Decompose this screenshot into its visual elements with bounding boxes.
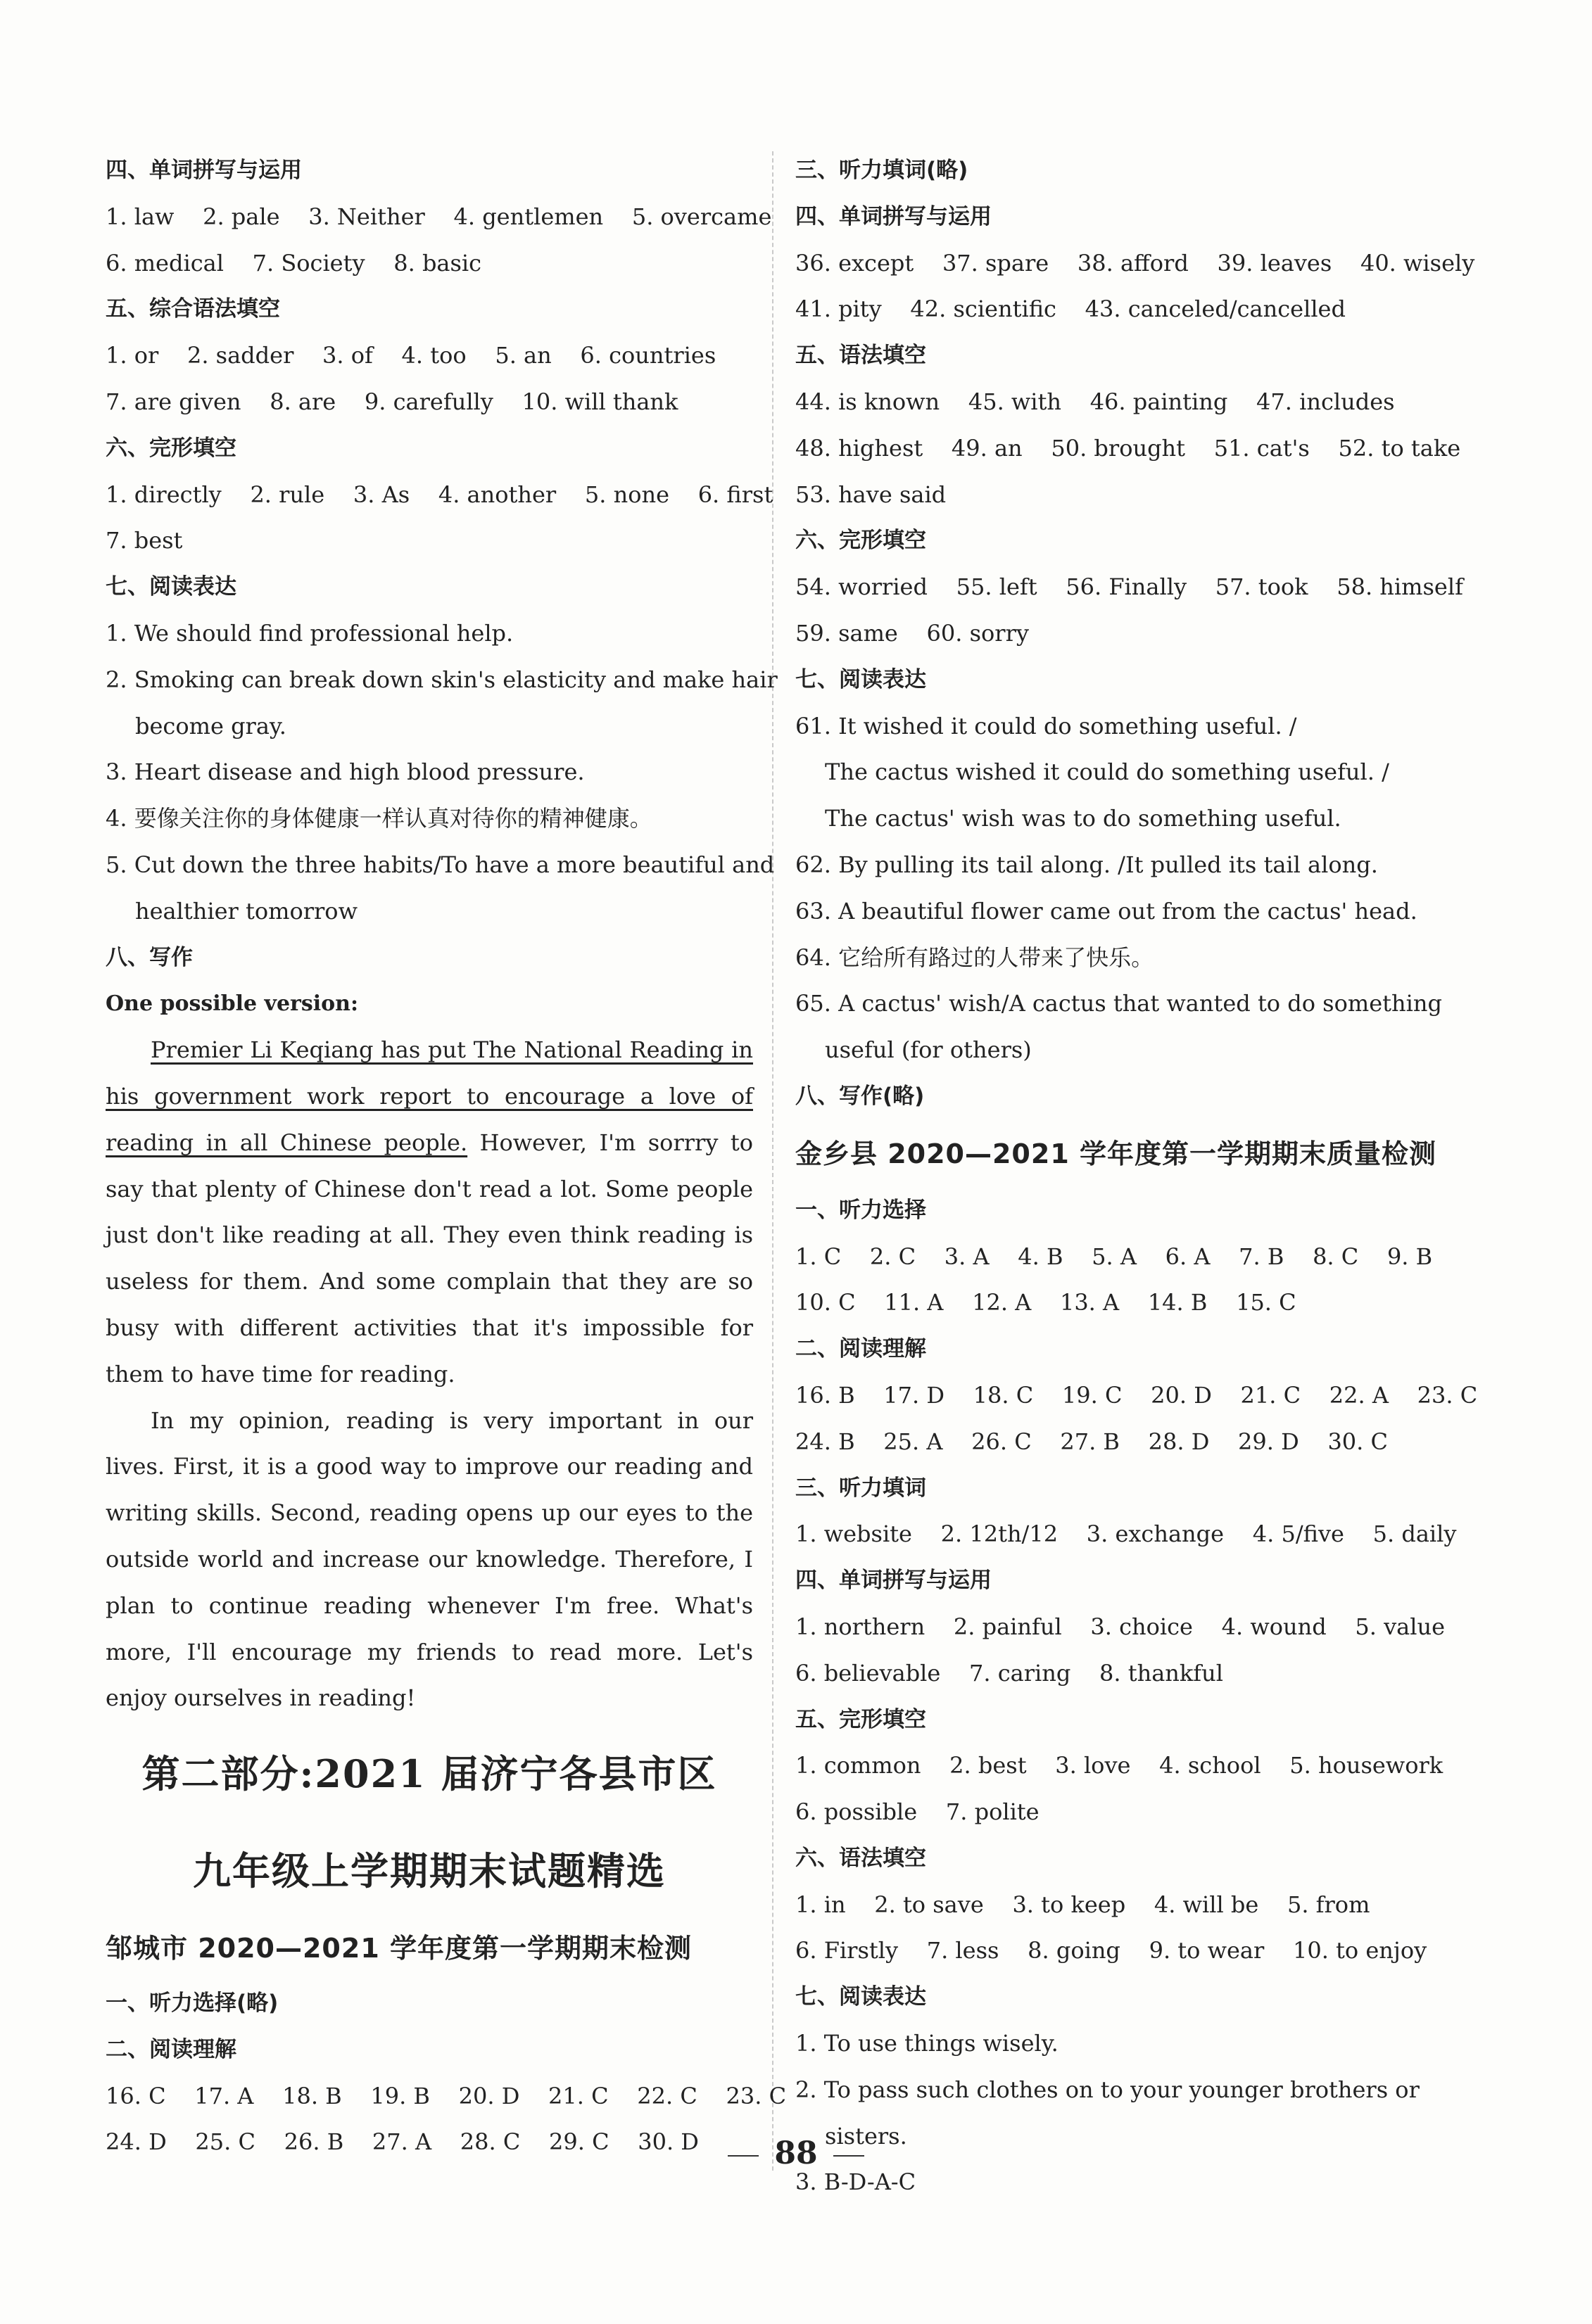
section-heading: 六、完形填空 xyxy=(795,528,926,554)
answer-line: 16. C 17. A 18. B 19. B 20. D 21. C 22. C 23. C xyxy=(106,2082,787,2109)
answer-line: 2. Smoking can break down skin's elasticity and make hair xyxy=(106,666,778,693)
footer-dash-left xyxy=(728,2155,759,2157)
answer-line: 54. worried 55. left 56. Finally 57. took 58. himself xyxy=(795,573,1463,601)
column-divider xyxy=(772,151,773,2171)
answer-line: 5. Cut down the three habits/To have a more beautiful and xyxy=(106,851,775,878)
section-heading: 二、阅读理解 xyxy=(106,2036,236,2062)
answer-line: 44. is known 45. with 46. painting 47. includes xyxy=(795,388,1395,415)
section-heading: 三、听力填词(略) xyxy=(795,158,968,183)
answer-line: 1. directly 2. rule 3. As 4. another 5. none 6. first xyxy=(106,481,773,508)
answer-line-continued: healthier tomorrow xyxy=(135,897,358,925)
answer-line: 63. A beautiful flower came out from the cactus' head. xyxy=(795,897,1417,925)
answer-line: 1. website 2. 12th/12 3. exchange 4. 5/five 5. daily xyxy=(795,1520,1457,1548)
answers-section-right-bottom xyxy=(795,1188,1482,2206)
section-heading: 五、综合语法填空 xyxy=(106,296,280,322)
answer-line: 1. To use things wisely. xyxy=(795,2030,1059,2057)
answer-line: 7. best xyxy=(106,527,183,554)
answer-line: 1. or 2. sadder 3. of 4. too 5. an 6. countries xyxy=(106,342,716,369)
answer-line: 64. 它给所有路过的人带来了快乐。 xyxy=(795,944,1154,971)
footer-dash-right xyxy=(833,2155,864,2157)
answer-line: 62. By pulling its tail along. /It pulled its tail along. xyxy=(795,851,1378,878)
left-column xyxy=(106,148,787,2166)
section-heading: 五、完形填空 xyxy=(795,1706,926,1732)
answer-line: 6. believable 7. caring 8. thankful xyxy=(795,1659,1223,1687)
answer-line: 1. law 2. pale 3. Neither 4. gentlemen 5. overcame xyxy=(106,203,772,230)
section-heading: 四、单词拼写与运用 xyxy=(795,1568,992,1594)
section-heading: 七、阅读表达 xyxy=(106,574,236,600)
part2-title-line2: 九年级上学期期末试题精选 xyxy=(193,1848,666,1894)
section-heading: 一、听力选择 xyxy=(795,1197,926,1223)
answer-line-continued: become gray. xyxy=(135,712,286,739)
answer-line: 6. Firstly 7. less 8. going 9. to wear 10. to enjoy xyxy=(795,1937,1427,1964)
right-column xyxy=(795,148,1482,2206)
answer-line: 1. northern 2. painful 3. choice 4. wound 5. value xyxy=(795,1613,1446,1640)
answers-section-left-top xyxy=(106,148,778,981)
answer-line: 41. pity 42. scientific 43. canceled/cancelled xyxy=(795,296,1346,323)
answer-line: 48. highest 49. an 50. brought 51. cat's 52. to take xyxy=(795,434,1461,462)
answer-line-continued: The cactus' wish was to do something useful. xyxy=(825,805,1341,832)
section-heading: 四、单词拼写与运用 xyxy=(106,158,302,183)
essay-underlined-sentence: Premier Li Keqiang has put The National Reading in his government work report to encourage a love of reading in all Chinese people. xyxy=(106,1036,753,1156)
zoucheng-exam-title: 邹城市 2020—2021 学年度第一学期期末检测 xyxy=(106,1933,692,1964)
answer-line: 61. It wished it could do something useful. / xyxy=(795,712,1297,739)
section-heading: 七、阅读表达 xyxy=(795,666,926,692)
section-heading: 三、听力填词 xyxy=(795,1475,926,1501)
section-heading: 八、写作(略) xyxy=(795,1083,925,1109)
section-heading: 四、单词拼写与运用 xyxy=(795,203,992,229)
answer-line: 6. possible 7. polite xyxy=(795,1798,1040,1826)
section-heading: 七、阅读表达 xyxy=(795,1984,926,2010)
answer-line: 1. We should find professional help. xyxy=(106,619,514,647)
section-heading: 六、完形填空 xyxy=(106,435,236,461)
answer-line: 65. A cactus' wish/A cactus that wanted to do something xyxy=(795,990,1442,1017)
section-heading: 一、听力选择(略) xyxy=(106,1990,279,2017)
answer-line: 1. C 2. C 3. A 4. B 5. A 6. A 7. B 8. C 9. B xyxy=(795,1243,1433,1270)
answer-line: 1. in 2. to save 3. to keep 4. will be 5. from xyxy=(795,1891,1370,1918)
page-footer xyxy=(0,2135,1592,2171)
section-heading: 六、语法填空 xyxy=(795,1845,926,1871)
section-heading: 八、写作 xyxy=(106,944,193,970)
answer-line: 16. B 17. D 18. C 19. C 20. D 21. C 22. A 23. C xyxy=(795,1381,1478,1409)
page-number: 88 xyxy=(774,2135,818,2171)
answer-line: 10. C 11. A 12. A 13. A 14. B 15. C xyxy=(795,1289,1296,1316)
answer-line: 59. same 60. sorry xyxy=(795,619,1029,647)
answer-line: 3. Heart disease and high blood pressure. xyxy=(106,758,585,786)
answer-line: 36. except 37. spare 38. afford 39. leaves 40. wisely xyxy=(795,249,1475,277)
essay-label: One possible version: xyxy=(106,991,359,1017)
part2-title-line1: 第二部分:2021 届济宁各县市区 xyxy=(141,1751,717,1797)
answers-section-right-top xyxy=(795,148,1482,1120)
jinxiang-exam-title: 金乡县 2020—2021 学年度第一学期期末质量检测 xyxy=(795,1138,1436,1169)
answer-line: 53. have said xyxy=(795,481,947,508)
essay-paragraph-2: In my opinion, reading is very important in our lives. First, it is a good way to improve our reading and writing skills. Second, reading opens up our eyes to the outside world and increase our knowledge. Therefore, I plan to continue reading whenever I'm free. What's more, I'll encourage my friends to read more. Let's enjoy ourselves in reading! xyxy=(106,1407,753,1712)
section-heading: 二、阅读理解 xyxy=(795,1336,926,1362)
answer-line-continued: sisters. xyxy=(825,2122,907,2150)
answer-line: 2. To pass such clothes on to your younger brothers or xyxy=(795,2076,1420,2103)
answer-line: 1. common 2. best 3. love 4. school 5. housework xyxy=(795,1752,1443,1779)
answer-line: 3. B-D-A-C xyxy=(795,2169,916,2196)
answer-line: 4. 要像关注你的身体健康一样认真对待你的精神健康。 xyxy=(106,805,652,832)
answer-line-continued: useful (for others) xyxy=(825,1036,1032,1064)
answer-line: 6. medical 7. Society 8. basic xyxy=(106,249,482,277)
section-heading: 五、语法填空 xyxy=(795,343,926,369)
answer-line-continued: The cactus wished it could do something useful. / xyxy=(825,758,1389,786)
essay-paragraph-1 xyxy=(106,1027,753,1397)
answer-line: 7. are given 8. are 9. carefully 10. will thank xyxy=(106,388,678,415)
essay-paragraph-1-rest: However, I'm sorrry to say that plenty of Chinese don't read a lot. Some people just don't like reading at all. They even think reading is useless for them. And some complain that they are so busy with different activities that it's impossible for them to have time for reading. xyxy=(106,1129,754,1388)
answer-line: 24. B 25. A 26. C 27. B 28. D 29. D 30. C xyxy=(795,1428,1388,1455)
answer-line: 24. D 25. C 26. B 27. A 28. C 29. C 30. D xyxy=(106,2128,699,2156)
